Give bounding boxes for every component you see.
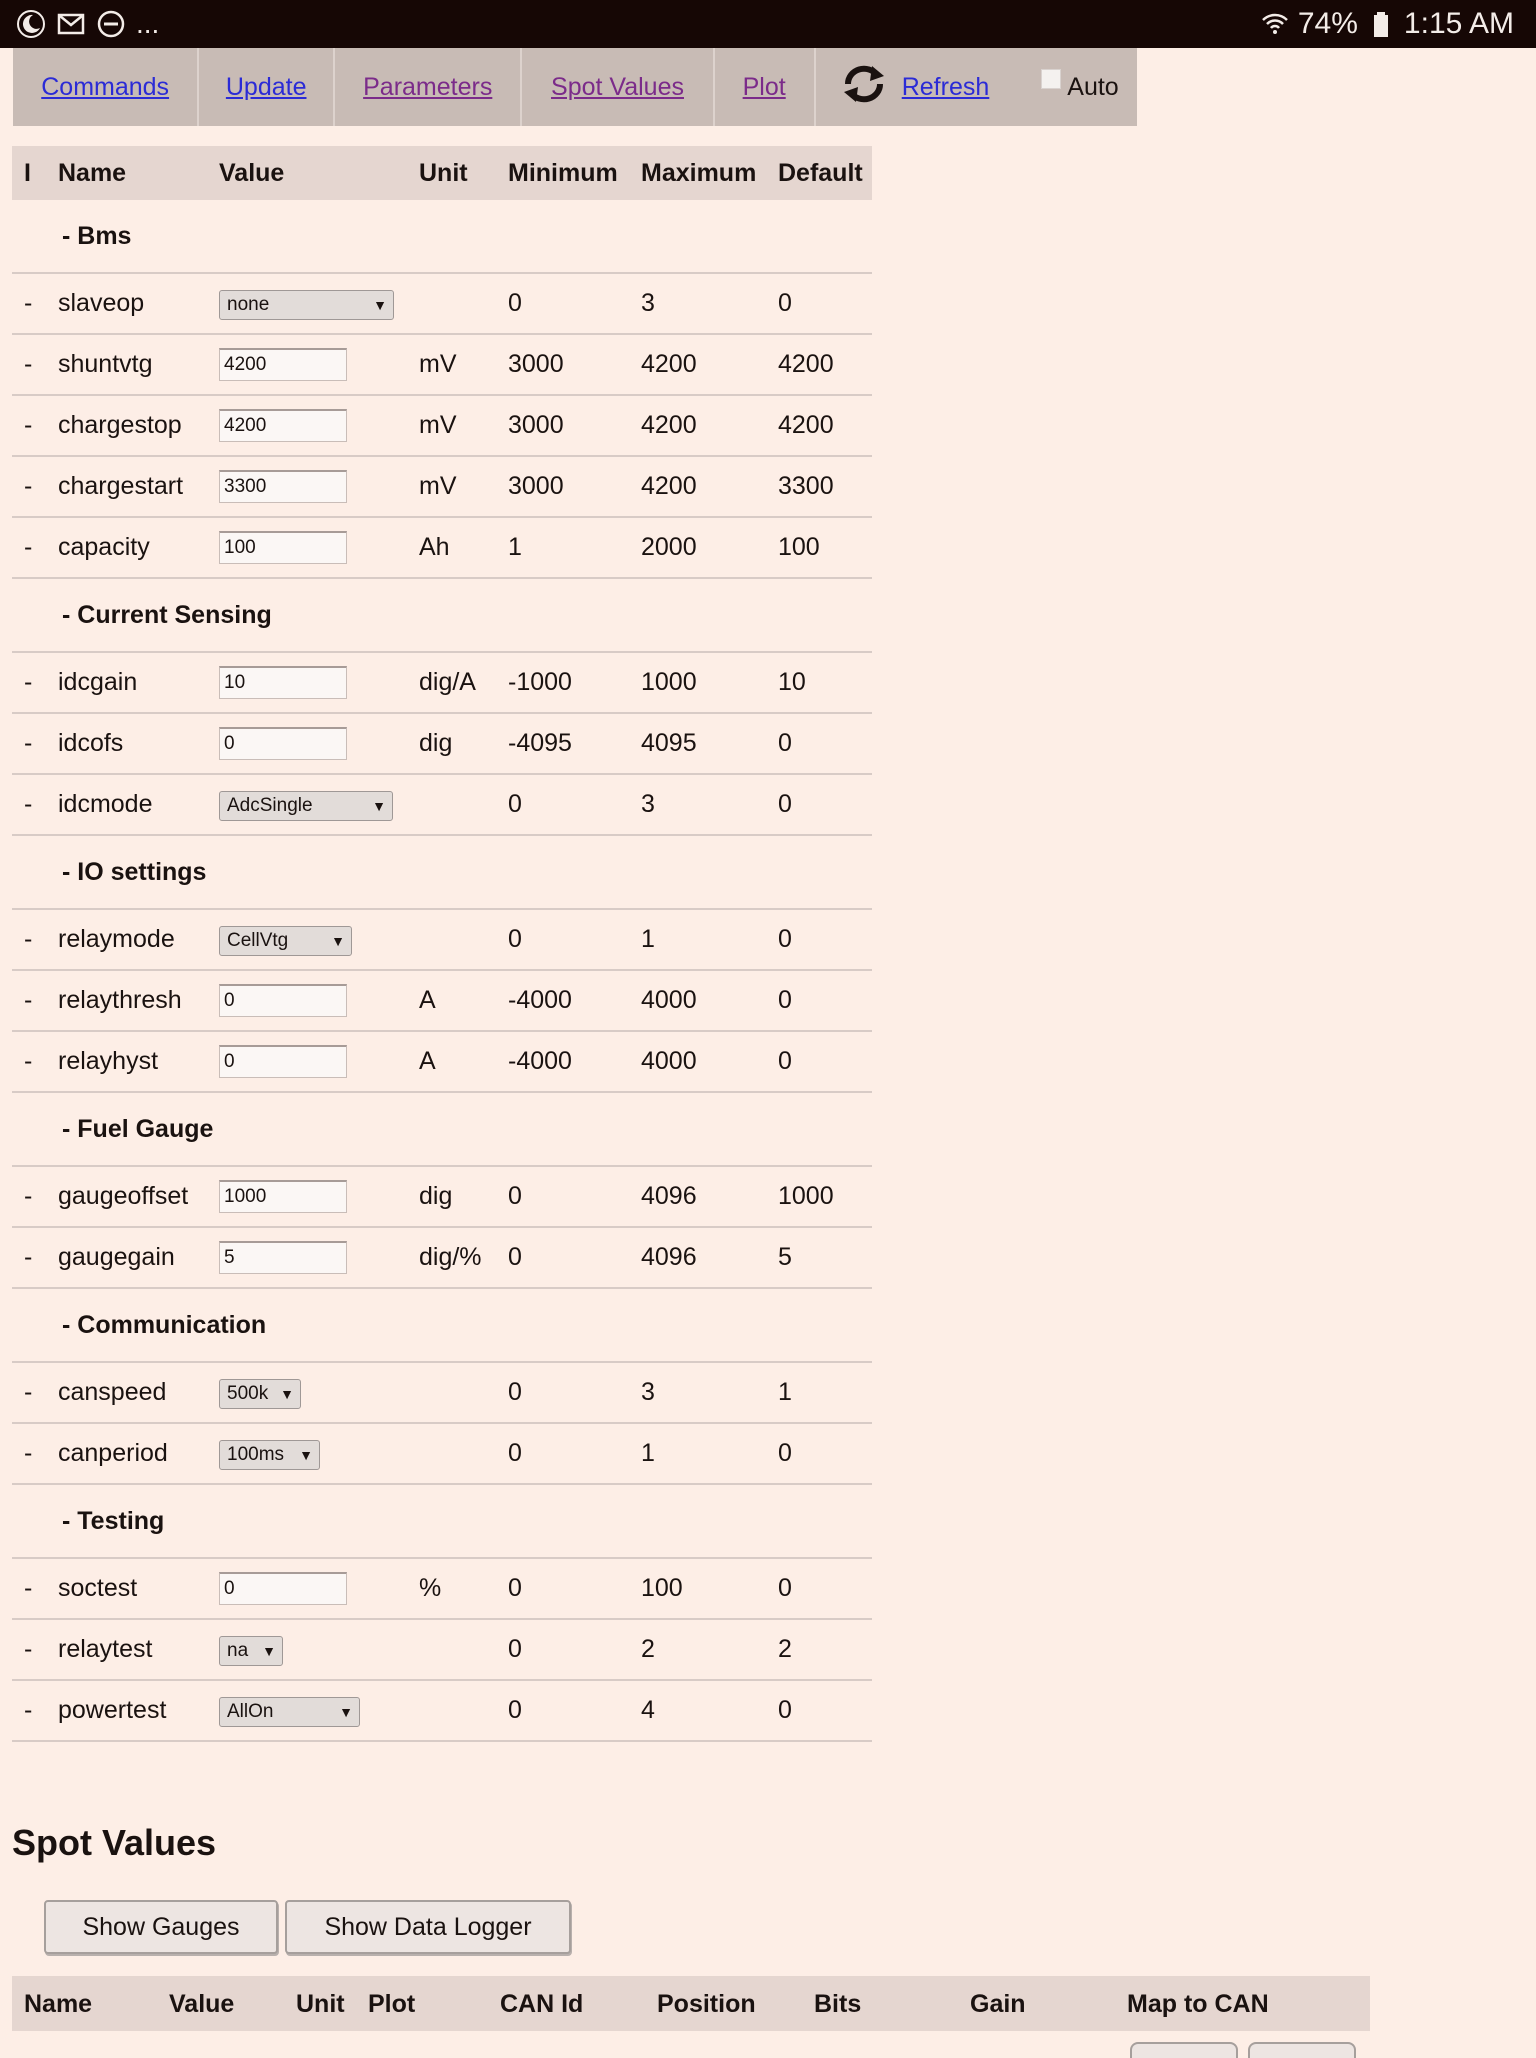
parameters-table: [12, 146, 872, 1742]
param-max: 3: [629, 1362, 766, 1423]
night-mode-icon: [16, 9, 46, 39]
param-default: 0: [766, 970, 872, 1031]
param-row-idcgain: [12, 652, 872, 713]
category-label: - Communication: [12, 1288, 872, 1362]
row-marker: -: [12, 395, 46, 456]
param-min: 0: [496, 1166, 629, 1227]
param-default: 0: [766, 909, 872, 970]
col-header-name: Name: [46, 146, 207, 200]
param-name: slaveop: [46, 273, 207, 334]
param-min: 3000: [496, 395, 629, 456]
param-unit: [407, 1680, 496, 1741]
spot-col-gain: Gain: [970, 1990, 1026, 2018]
auto-refresh-toggle[interactable]: [1041, 73, 1118, 102]
col-header-maximum: Maximum: [629, 146, 766, 200]
param-max: 4200: [629, 395, 766, 456]
gaugeoffset-input[interactable]: [219, 1180, 347, 1213]
param-max: 4000: [629, 970, 766, 1031]
param-min: 3000: [496, 334, 629, 395]
param-default: 0: [766, 774, 872, 835]
chargestart-input[interactable]: [219, 470, 347, 503]
param-default: 2: [766, 1619, 872, 1680]
param-row-powertest: [12, 1680, 872, 1741]
nav-cell-update: [199, 48, 335, 126]
param-row-relaythresh: [12, 970, 872, 1031]
slaveop-select[interactable]: [219, 290, 394, 320]
clock: 1:15 AM: [1403, 7, 1514, 40]
param-name: idcofs: [46, 713, 207, 774]
category-label: - IO settings: [12, 835, 872, 909]
row-marker: -: [12, 517, 46, 578]
capacity-input[interactable]: [219, 531, 347, 564]
param-max: 4096: [629, 1166, 766, 1227]
param-name: chargestart: [46, 456, 207, 517]
param-row-chargestop: [12, 395, 872, 456]
param-unit: %: [407, 1558, 496, 1619]
wifi-icon: [1260, 9, 1290, 39]
col-header-value: Value: [207, 146, 407, 200]
row-marker: -: [12, 713, 46, 774]
nav-cell-parameters: [335, 48, 522, 126]
param-row-chargestart: [12, 456, 872, 517]
relaytest-select[interactable]: [219, 1636, 283, 1666]
param-max: 4200: [629, 456, 766, 517]
show-data-logger-button[interactable]: Show Data Logger: [285, 1900, 571, 1954]
select-value: AdcSingle: [227, 794, 313, 816]
col-header-unit: Unit: [407, 146, 496, 200]
param-row-idcmode: [12, 774, 872, 835]
row-marker: -: [12, 1423, 46, 1484]
nav-cell-refresh: [816, 48, 1137, 126]
param-row-idcofs: [12, 713, 872, 774]
row-marker: -: [12, 1031, 46, 1092]
dropdown-arrow-icon: ▼: [262, 1642, 276, 1659]
param-name: relayhyst: [46, 1031, 207, 1092]
refresh-icon[interactable]: [840, 62, 888, 113]
idcofs-input[interactable]: [219, 727, 347, 760]
idcmode-select[interactable]: [219, 791, 393, 821]
param-min: 0: [496, 909, 629, 970]
select-value: na: [227, 1639, 249, 1661]
dropdown-arrow-icon: ▼: [372, 797, 386, 814]
category-label: - Fuel Gauge: [12, 1092, 872, 1166]
dropdown-arrow-icon: ▼: [299, 1446, 313, 1463]
select-value: 100ms: [227, 1443, 285, 1465]
param-max: 4000: [629, 1031, 766, 1092]
row-marker: -: [12, 1619, 46, 1680]
partially-visible-button[interactable]: [1248, 2042, 1356, 2058]
param-unit: [407, 1362, 496, 1423]
spot-values-heading: Spot Values: [12, 1822, 217, 1863]
relaythresh-input[interactable]: [219, 984, 347, 1017]
row-marker: -: [12, 1166, 46, 1227]
spot-col-value: Value: [169, 1990, 235, 2018]
param-unit: Ah: [407, 517, 496, 578]
param-name: idcmode: [46, 774, 207, 835]
param-default: 10: [766, 652, 872, 713]
category-label: - Bms: [12, 200, 872, 273]
param-name: relaythresh: [46, 970, 207, 1031]
param-default: 1: [766, 1362, 872, 1423]
idcgain-input[interactable]: [219, 666, 347, 699]
param-unit: mV: [407, 395, 496, 456]
param-min: 0: [496, 1362, 629, 1423]
param-name: capacity: [46, 517, 207, 578]
param-default: 5: [766, 1227, 872, 1288]
param-max: 4200: [629, 334, 766, 395]
param-max: 3: [629, 273, 766, 334]
param-max: 2: [629, 1619, 766, 1680]
param-min: 3000: [496, 456, 629, 517]
select-value: CellVtg: [227, 929, 289, 951]
select-value: none: [227, 293, 270, 315]
col-header-i: I: [12, 146, 46, 200]
auto-checkbox[interactable]: [1041, 69, 1061, 89]
param-max: 1: [629, 1423, 766, 1484]
spot-col-bits: Bits: [814, 1990, 862, 2018]
param-min: 0: [496, 273, 629, 334]
relaymode-select[interactable]: [219, 926, 352, 956]
param-default: 0: [766, 1558, 872, 1619]
row-marker: -: [12, 1680, 46, 1741]
relayhyst-input[interactable]: [219, 1045, 347, 1078]
spot-col-unit: Unit: [296, 1990, 345, 2018]
param-row-gaugegain: [12, 1227, 872, 1288]
param-row-gaugeoffset: [12, 1166, 872, 1227]
param-name: shuntvtg: [46, 334, 207, 395]
param-default: 0: [766, 1423, 872, 1484]
dropdown-arrow-icon: ▼: [339, 1703, 353, 1720]
param-name: gaugegain: [46, 1227, 207, 1288]
param-unit: [407, 774, 496, 835]
row-marker: -: [12, 1227, 46, 1288]
param-name: idcgain: [46, 652, 207, 713]
param-unit: [407, 1423, 496, 1484]
param-row-shuntvtg: [12, 334, 872, 395]
row-marker: -: [12, 774, 46, 835]
select-value: 500k: [227, 1382, 269, 1404]
category-row-current-sensing: [12, 578, 872, 652]
spot-col-plot: Plot: [368, 1990, 416, 2018]
param-default: 4200: [766, 395, 872, 456]
param-row-canspeed: [12, 1362, 872, 1423]
param-min: 0: [496, 774, 629, 835]
battery-icon: [1366, 9, 1396, 39]
partially-visible-button[interactable]: [1130, 2042, 1238, 2058]
param-default: 0: [766, 1031, 872, 1092]
row-marker: -: [12, 652, 46, 713]
select-value: AllOn: [227, 1700, 274, 1722]
param-max: 2000: [629, 517, 766, 578]
param-row-relayhyst: [12, 1031, 872, 1092]
show-gauges-button[interactable]: Show Gauges: [44, 1900, 278, 1954]
param-row-capacity: [12, 517, 872, 578]
update-link[interactable]: Update: [225, 72, 307, 101]
col-header-default: Default: [766, 146, 872, 200]
row-marker: -: [12, 334, 46, 395]
param-name: canspeed: [46, 1362, 207, 1423]
dropdown-arrow-icon: ▼: [373, 296, 387, 313]
dropdown-arrow-icon: ▼: [331, 932, 345, 949]
param-row-slaveop: [12, 273, 872, 334]
gaugegain-input[interactable]: [219, 1241, 347, 1274]
category-row-bms: [12, 200, 872, 273]
row-marker: -: [12, 909, 46, 970]
param-min: -4000: [496, 1031, 629, 1092]
spot-col-position: Position: [657, 1990, 756, 2018]
param-max: 4096: [629, 1227, 766, 1288]
param-row-relaymode: [12, 909, 872, 970]
param-max: 1: [629, 909, 766, 970]
param-unit: dig: [407, 713, 496, 774]
do-not-disturb-icon: [96, 9, 126, 39]
auto-label: Auto: [1067, 72, 1119, 101]
category-row-communication: [12, 1288, 872, 1362]
param-name: canperiod: [46, 1423, 207, 1484]
param-default: 4200: [766, 334, 872, 395]
param-default: 0: [766, 1680, 872, 1741]
battery-percentage: 74%: [1297, 7, 1358, 40]
param-max: 3: [629, 774, 766, 835]
shuntvtg-input[interactable]: [219, 348, 347, 381]
param-max: 4: [629, 1680, 766, 1741]
more-notifications-indicator: ...: [136, 8, 160, 39]
canperiod-select[interactable]: [219, 1440, 320, 1470]
param-unit: [407, 273, 496, 334]
param-min: -1000: [496, 652, 629, 713]
top-nav: [13, 48, 1137, 126]
gmail-icon: [56, 9, 86, 39]
param-name: relaytest: [46, 1619, 207, 1680]
refresh-link[interactable]: Refresh: [901, 72, 990, 101]
param-min: -4000: [496, 970, 629, 1031]
category-label: - Testing: [12, 1484, 872, 1558]
nav-cell-commands: [13, 48, 199, 126]
param-min: -4095: [496, 713, 629, 774]
param-row-canperiod: [12, 1423, 872, 1484]
param-unit: A: [407, 1031, 496, 1092]
spot-values-link[interactable]: Spot Values: [551, 72, 684, 101]
param-unit: dig/A: [407, 652, 496, 713]
param-min: 0: [496, 1227, 629, 1288]
param-unit: [407, 1619, 496, 1680]
nav-cell-plot: [715, 48, 816, 126]
plot-link[interactable]: Plot: [742, 72, 786, 101]
row-marker: -: [12, 273, 46, 334]
param-unit: dig/%: [407, 1227, 496, 1288]
chargestop-input[interactable]: [219, 409, 347, 442]
col-header-minimum: Minimum: [496, 146, 629, 200]
row-marker: -: [12, 456, 46, 517]
param-unit: [407, 909, 496, 970]
param-min: 1: [496, 517, 629, 578]
param-max: 4095: [629, 713, 766, 774]
dropdown-arrow-icon: ▼: [280, 1385, 294, 1402]
param-unit: mV: [407, 334, 496, 395]
spot-col-can-id: CAN Id: [500, 1990, 584, 2018]
category-row-io-settings: [12, 835, 872, 909]
param-min: 0: [496, 1558, 629, 1619]
param-max: 100: [629, 1558, 766, 1619]
param-name: chargestop: [46, 395, 207, 456]
param-unit: dig: [407, 1166, 496, 1227]
row-marker: -: [12, 1362, 46, 1423]
param-default: 0: [766, 273, 872, 334]
param-name: gaugeoffset: [46, 1166, 207, 1227]
param-max: 1000: [629, 652, 766, 713]
param-unit: mV: [407, 456, 496, 517]
canspeed-select[interactable]: [219, 1379, 301, 1409]
spot-col-map-to-can: Map to CAN: [1127, 1990, 1269, 2018]
param-unit: A: [407, 970, 496, 1031]
powertest-select[interactable]: [219, 1697, 360, 1727]
row-marker: -: [12, 970, 46, 1031]
param-min: 0: [496, 1619, 629, 1680]
android-status-bar: [0, 0, 1536, 48]
param-row-soctest: [12, 1558, 872, 1619]
parameters-link[interactable]: Parameters: [363, 72, 493, 101]
commands-link[interactable]: Commands: [41, 72, 170, 101]
param-name: relaymode: [46, 909, 207, 970]
param-name: powertest: [46, 1680, 207, 1741]
category-row-testing: [12, 1484, 872, 1558]
param-default: 1000: [766, 1166, 872, 1227]
spot-col-name: Name: [24, 1990, 93, 2018]
param-min: 0: [496, 1423, 629, 1484]
param-default: 100: [766, 517, 872, 578]
param-min: 0: [496, 1680, 629, 1741]
param-default: 0: [766, 713, 872, 774]
soctest-input[interactable]: [219, 1572, 347, 1605]
nav-cell-spot-values: [522, 48, 714, 126]
spot-values-table-header: [12, 1976, 1370, 2031]
param-name: soctest: [46, 1558, 207, 1619]
param-default: 3300: [766, 456, 872, 517]
param-row-relaytest: [12, 1619, 872, 1680]
category-row-fuel-gauge: [12, 1092, 872, 1166]
row-marker: -: [12, 1558, 46, 1619]
params-header-row: [12, 146, 872, 200]
category-label: - Current Sensing: [12, 578, 872, 652]
